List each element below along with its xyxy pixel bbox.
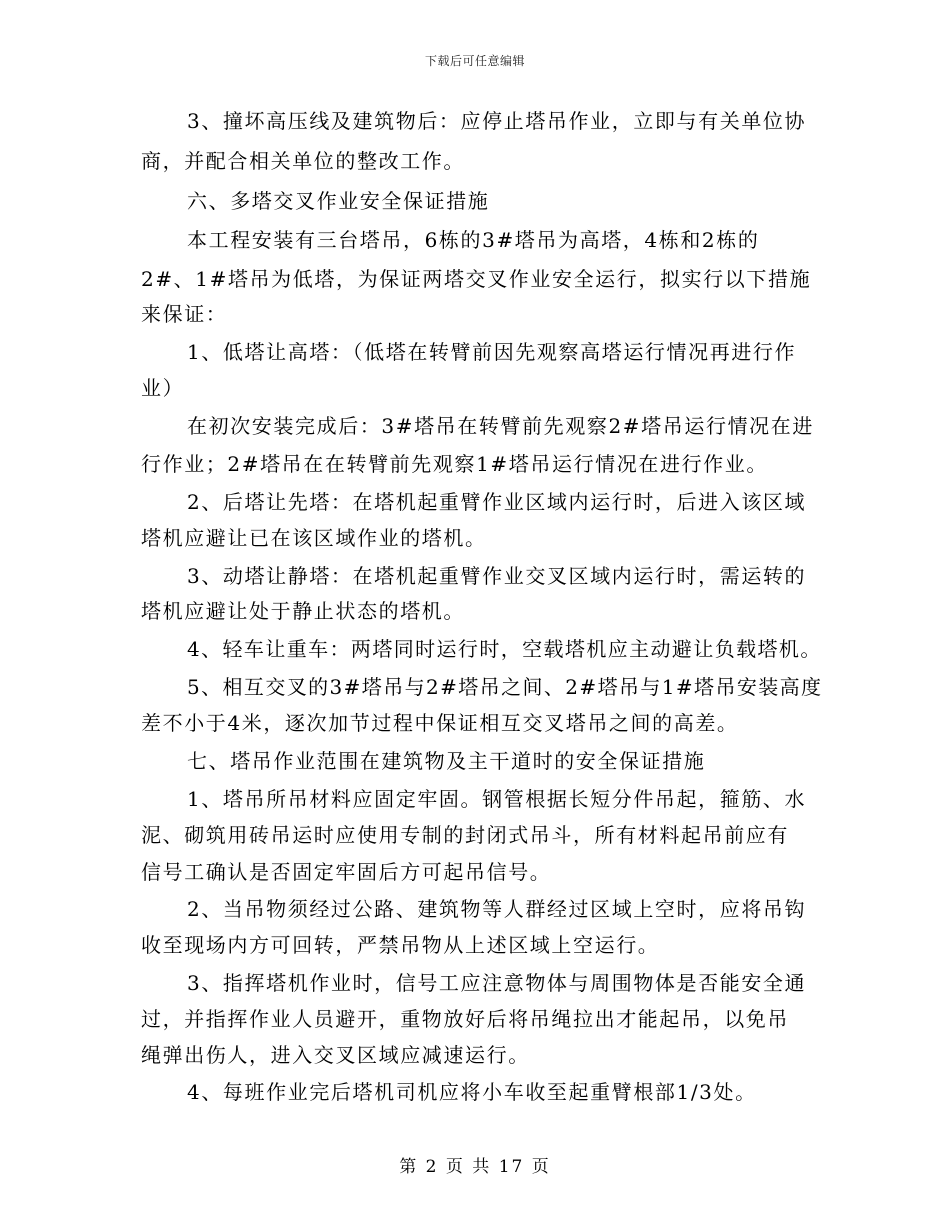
paragraph-line: 业） [141, 376, 185, 400]
section-heading: 七、塔吊作业范围在建筑物及主干道时的安全保证措施 [187, 749, 706, 773]
paragraph-line: 2、后塔让先塔：在塔机起重臂作业区域内运行时，后进入该区域 [187, 490, 807, 514]
paragraph-line: 行作业；2#塔吊在在转臂前先观察1#塔吊运行情况在进行作业。 [141, 452, 768, 476]
paragraph-line: 过，并指挥作业人员避开，重物放好后将吊绳拉出才能起吊，以免吊 [141, 1007, 789, 1031]
paragraph-line: 绳弹出伤人，进入交叉区域应减速运行。 [141, 1043, 530, 1067]
paragraph-line: 塔机应避让处于静止状态的塔机。 [141, 599, 465, 623]
paragraph-line: 泥、砌筑用砖吊运时应使用专制的封闭式吊斗，所有材料起吊前应有 [141, 823, 789, 847]
paragraph-line: 4、轻车让重车：两塔同时运行时，空载塔机应主动避让负载塔机。 [187, 637, 822, 661]
paragraph-line: 来保证： [141, 302, 228, 326]
paragraph-line: 3、指挥塔机作业时，信号工应注意物体与周围物体是否能安全通 [187, 971, 807, 995]
paragraph-line: 1、塔吊所吊材料应固定牢固。钢管根据长短分件吊起，箍筋、水 [187, 787, 807, 811]
page-header-note: 下载后可任意编辑 [424, 54, 525, 68]
paragraph-line: 收至现场内方可回转，严禁吊物从上述区域上空运行。 [141, 933, 660, 957]
paragraph-line: 3、撞坏高压线及建筑物后：应停止塔吊作业，立即与有关单位协 [187, 109, 807, 133]
paragraph-line: 差不小于4米，逐次加节过程中保证相互交叉塔吊之间的高差。 [141, 711, 739, 735]
paragraph-line: 4、每班作业完后塔机司机应将小车收至起重臂根部1/3处。 [187, 1080, 757, 1104]
paragraph-line: 本工程安装有三台塔吊，6栋的3#塔吊为高塔，4栋和2栋的 [187, 228, 760, 252]
paragraph-line: 信号工确认是否固定牢固后方可起吊信号。 [141, 860, 552, 884]
paragraph-line: 5、相互交叉的3#塔吊与2#塔吊之间、2#塔吊与1#塔吊安装高度 [187, 675, 823, 699]
paragraph-line: 2#、1#塔吊为低塔，为保证两塔交叉作业安全运行，拟实行以下措施 [141, 267, 812, 291]
paragraph-line: 塔机应避让已在该区域作业的塔机。 [141, 526, 487, 550]
paragraph-line: 在初次安装完成后：3#塔吊在转臂前先观察2#塔吊运行情况在进 [187, 414, 814, 438]
paragraph-line: 2、当吊物须经过公路、建筑物等人群经过区域上空时，应将吊钩 [187, 897, 807, 921]
section-heading: 六、多塔交叉作业安全保证措施 [187, 189, 490, 213]
paragraph-line: 商，并配合相关单位的整改工作。 [141, 149, 465, 173]
page-number-footer: 第 2 页 共 17 页 [399, 1157, 551, 1177]
paragraph-line: 1、低塔让高塔：（低塔在转臂前因先观察高塔运行情况再进行作 [187, 340, 797, 364]
paragraph-line: 3、动塔让静塔：在塔机起重臂作业交叉区域内运行时，需运转的 [187, 564, 807, 588]
